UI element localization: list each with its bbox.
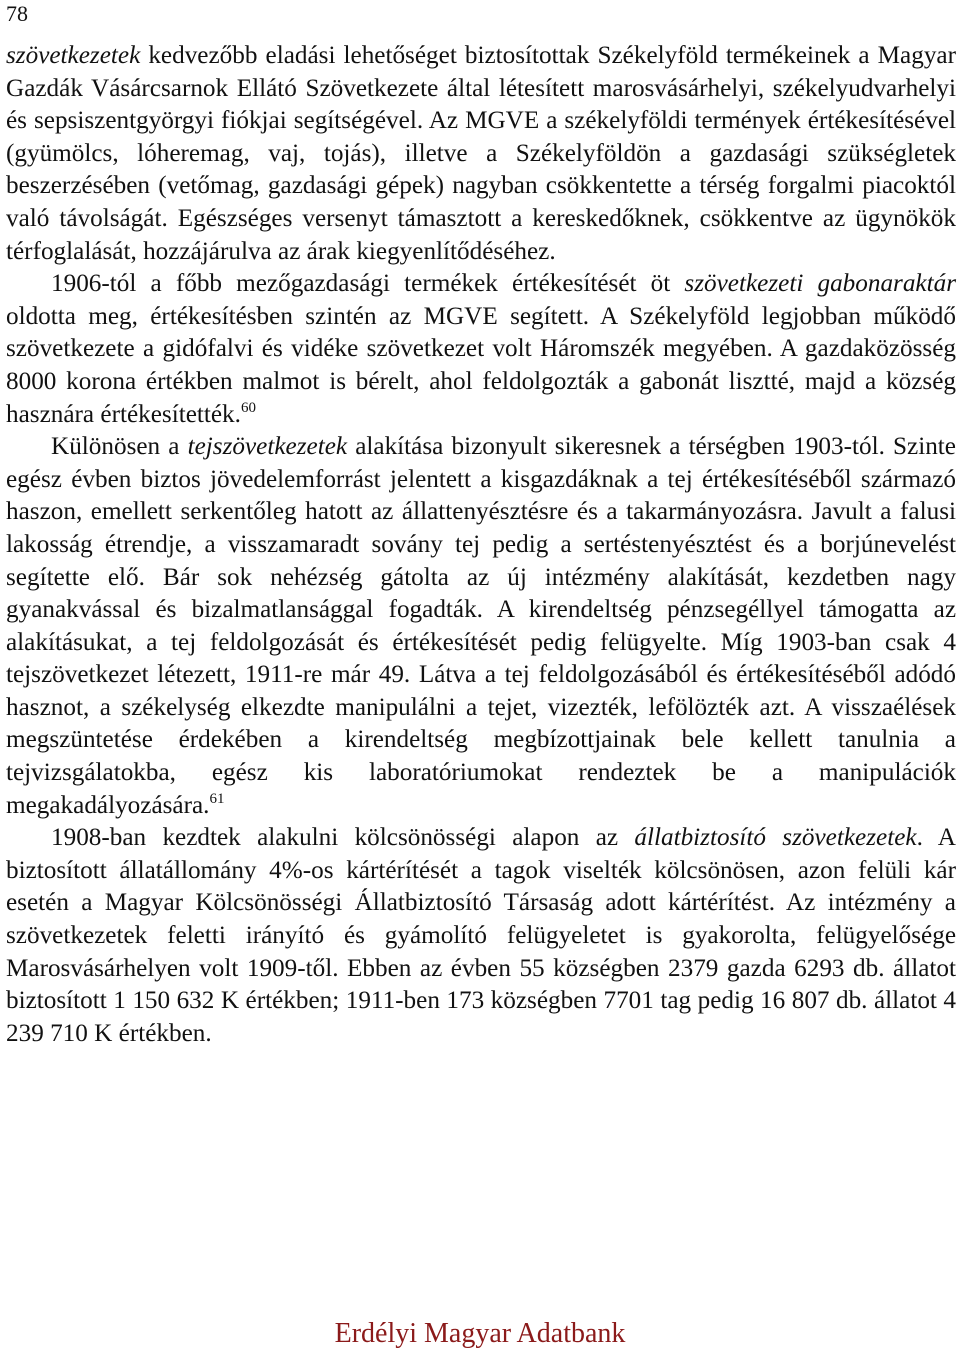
footer-watermark: Erdélyi Magyar Adatbank	[334, 1318, 626, 1349]
text-run: 1908-ban kezdtek alakulni kölcsönösségi alapon az	[51, 824, 635, 852]
page-number: 78	[6, 1, 28, 26]
footnote-ref-61: 61	[209, 790, 225, 807]
paragraph-1	[6, 40, 956, 268]
paragraph-4	[6, 822, 956, 1050]
text-run: oldotta meg, értékesítésben szintén az MGVE segített. A Székelyföld legjobban működő szövetkezete a gidófalvi és vidéke szövetkezet volt Háromszék megyében. A gazdaközösség 8000 korona értékben malmot is bérelt, ahol feldolgozták a gabonát lisztté, majd a község hasznára értékesítették.	[6, 302, 956, 428]
text-run: . A biztosított állatállomány 4%-os kártérítését a tagok viselték kölcsönösen, azon felüli kár esetén a Magyar Kölcsönösségi Állatbiztosító Társaság adott kártérítést. Az intézmény a szövetkezetek feletti irányító és gyámolító felügyeletet is gyakorolta, felügyelősége Marosvásárhelyen volt 1909-től. Ebben az évben 55 községben 2379 gazda 6293 db. állatot biztosított 1 150 632 K értékben; 1911-ben 173 községben 7701 tag pedig 16 807 db. állatot 4 239 710 K értékben.	[6, 824, 956, 1047]
text-run: Különösen a	[51, 433, 188, 461]
text-run: alakítása bizonyult sikeresnek a térségben 1903-tól. Szinte egész évben biztos jövedelemforrást jelentett a kisgazdáknak a tej értékesítéséből származó haszon, emellett serkentőleg hatott az állattenyésztésre és a takarmányozásra. Javult a falusi lakosság étrendje, a visszamaradt sovány tej pedig a sertéstenyésztést és a borjúnevelést segítette elő. Bár sok nehézség gátolta az új intézmény alakítását, kezdetben nagy gyanakvással és bizalmatlansággal fogadták. A kirendeltség pénzsegéllyel támogatta az alakításukat, a tej feldolgozását és értékesítését pedig felügyelte. Míg 1903-ban csak 4 tejszövetkezet létezett, 1911-re már 49. Látva a tej feldolgozásából és értékesítéséből adódó hasznot, a székelység elkezdte manipulálni a tejet, vizezték, lefölözték azt. A visszaélések megszüntetése érdekében a kirendeltség megbízottjainak bele kellett tanulnia a tejvizsgálatokba, egész kis laboratóriumokat rendeztek be a manipulációk megakadályozására.	[6, 433, 956, 819]
text-run: szövetkezetek	[6, 42, 141, 69]
paragraph-3	[6, 431, 956, 822]
text-run: állatbiztosító szövetkezetek	[634, 824, 917, 852]
body-text	[6, 40, 956, 1050]
text-run: 1906-tól a főbb mezőgazdasági termékek értékesítését öt	[51, 270, 685, 298]
text-run: kedvezőbb eladási lehetőséget biztosítottak Székelyföld termékeinek a Magyar Gazdák Vásárcsarnok Ellátó Szövetkezete által létesített marosvásárhelyi, székelyudvarhelyi és sepsiszentgyörgyi fiókjai segítségével. Az MGVE a székelyföldi termények értékesítésével (gyümölcs, lóheremag, vaj, tojás), illetve a Székelyföldön a gazdasági szükségletek beszerzésében (vetőmag, gazdasági gépek) nagyban csökkentette a térség forgalmi piacoktól való távolságát. Egészséges versenyt támasztott a kereskedőknek, csökkentve az ügynökök térfoglalását, hozzájárulva az árak kiegyenlítődéséhez.	[6, 42, 956, 265]
paragraph-2	[6, 268, 956, 431]
footnote-ref-60: 60	[240, 399, 256, 416]
text-run: szövetkezeti gabonaraktár	[684, 270, 957, 298]
text-run: tejszövetkezetek	[187, 433, 348, 461]
